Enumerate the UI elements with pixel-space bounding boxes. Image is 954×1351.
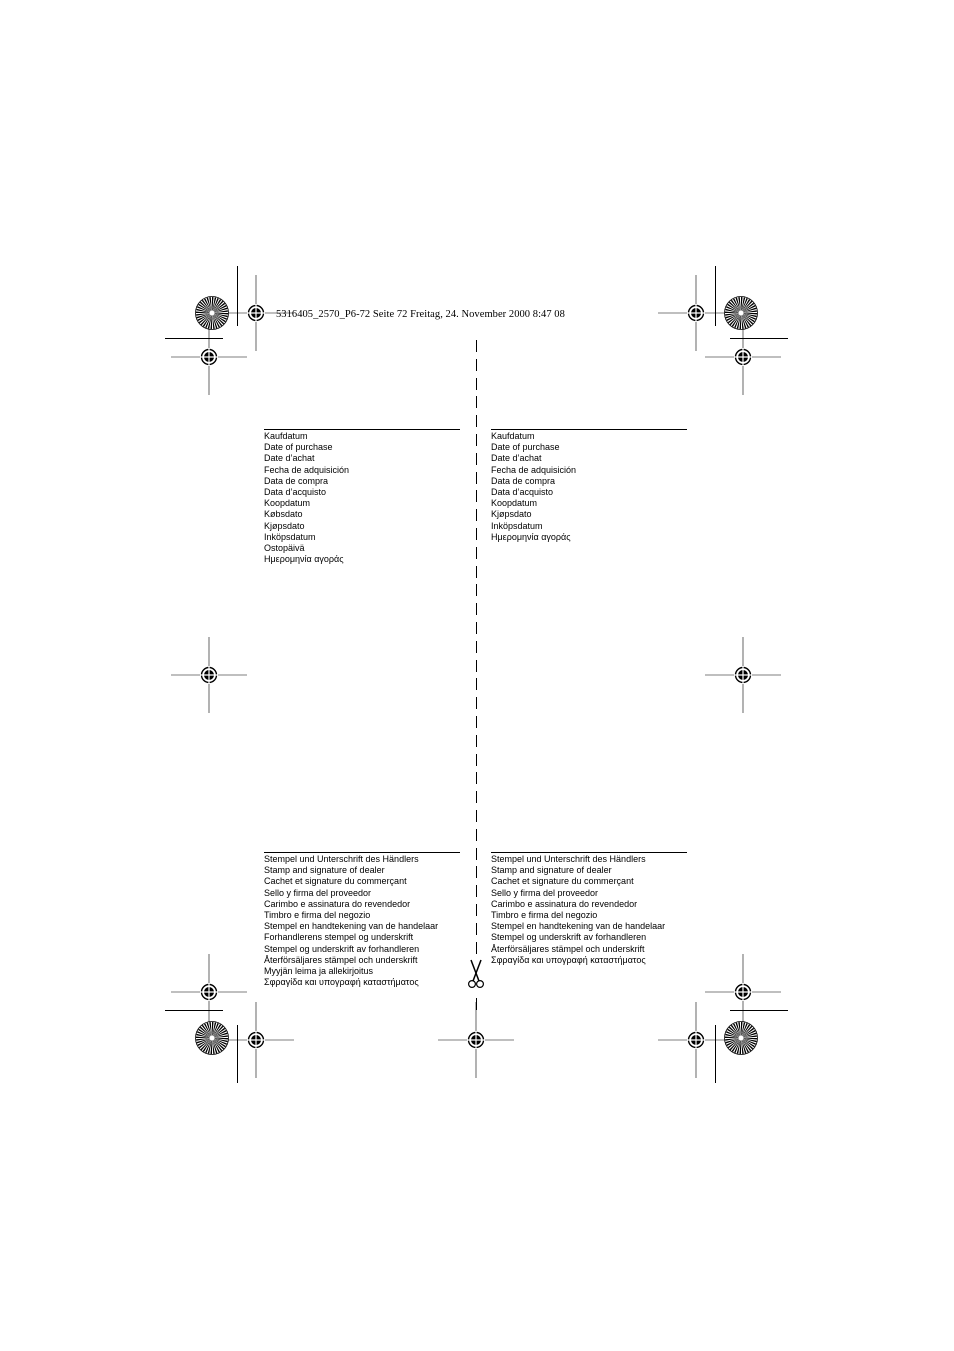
label-line: Date of purchase (264, 442, 333, 453)
label-line: Date of purchase (491, 442, 560, 453)
label-line: Kjøpsdato (264, 520, 305, 531)
label-line: Kjøpsdato (491, 509, 532, 520)
scissors-icon (469, 959, 484, 991)
label-line: Data d’acquisto (264, 487, 327, 498)
starburst-target-icon (725, 1022, 758, 1055)
label-line: Sello y firma del proveedor (264, 887, 372, 898)
registration-mark-icon (705, 319, 781, 395)
label-line: Myyjän leima ja allekirjoitus (264, 966, 374, 977)
label-line: Återförsäljares stämpel och underskrift (264, 954, 418, 965)
label-line: Data de compra (491, 475, 556, 486)
label-line: Stamp and signature of dealer (264, 865, 385, 876)
label-line: Timbro e firma del negozio (264, 910, 371, 921)
label-line: Stempel og underskrift av forhandleren (491, 932, 647, 943)
registration-mark-icon (658, 1002, 734, 1078)
label-line: Timbro e firma del negozio (491, 910, 598, 921)
label-line: Σφραγίδα και υπογραφή καταστήματος (264, 977, 419, 988)
label-line: Stamp and signature of dealer (491, 865, 612, 876)
label-line: Fecha de adquisición (264, 464, 350, 475)
registration-mark-icon (171, 319, 247, 395)
label-line: Cachet et signature du commerçant (264, 876, 407, 887)
registration-mark-icon (218, 275, 294, 351)
label-line: Stempel en handtekening van de handelaar (264, 921, 439, 932)
registration-mark-icon (705, 954, 781, 1030)
label-line: Ημερομηνία αγοράς (491, 531, 571, 542)
label-line: Stempel und Unterschrift des Händlers (264, 854, 419, 864)
label-line: Koopdatum (264, 498, 311, 509)
registration-mark-icon (658, 275, 734, 351)
registration-mark-icon (171, 954, 247, 1030)
registration-mark-icon (218, 1002, 294, 1078)
label-line: Stempel und Unterschrift des Händlers (491, 854, 646, 864)
label-line: Ostopäivä (264, 543, 305, 554)
starburst-target-icon (725, 297, 758, 330)
registration-mark-icon (171, 637, 247, 713)
label-line: Ημερομηνία αγοράς (264, 554, 344, 565)
label-line: Kaufdatum (264, 431, 308, 441)
starburst-target-icon (196, 297, 229, 330)
label-line: Data d’acquisto (491, 487, 554, 498)
label-line: Sello y firma del proveedor (491, 887, 599, 898)
label-line: Stempel en handtekening van de handelaar (491, 921, 666, 932)
label-line: Cachet et signature du commerçant (491, 876, 634, 887)
label-line: Købsdato (264, 509, 303, 520)
label-line: Carimbo e assinatura do revendedor (264, 898, 411, 909)
label-line: Koopdatum (491, 498, 538, 509)
label-line: Date d’achat (491, 453, 542, 464)
print-slug-header: 5316405_2570_P6-72 Seite 72 Freitag, 24. November 2000 8:47 08 (276, 309, 565, 320)
registration-mark-icon (438, 1002, 514, 1078)
label-line: Inköpsdatum (491, 520, 543, 531)
starburst-target-icon (196, 1022, 229, 1055)
label-line: Date d’achat (264, 453, 315, 464)
label-line: Stempel og underskrift av forhandleren (264, 943, 420, 954)
label-line: Carimbo e assinatura do revendedor (491, 898, 638, 909)
label-line: Data de compra (264, 475, 329, 486)
label-line: Fecha de adquisición (491, 464, 577, 475)
label-line: Forhandlerens stempel og underskrift (264, 932, 414, 943)
label-line: Inköpsdatum (264, 531, 316, 542)
label-line: Σφραγίδα και υπογραφή καταστήματος (491, 954, 646, 965)
registration-mark-icon (705, 637, 781, 713)
label-line: Kaufdatum (491, 431, 535, 441)
label-line: Återförsäljares stämpel och underskrift (491, 943, 645, 954)
